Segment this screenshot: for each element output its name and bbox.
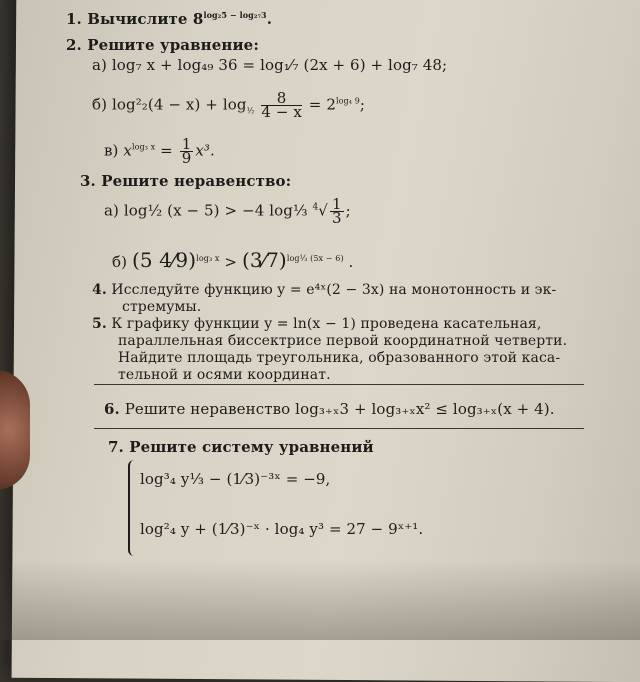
problem-7-eq2: log²₄ y + (1⁄3)⁻ˣ · log₄ y³ = 27 − 9ˣ⁺¹. [140,520,424,538]
problem-2b: б) $\log^2_2(4 - x) + \log_{\frac{1}{2}}$ $\frac{8}{4 - x}$ = $2^{log_4 9}$; [92,89,366,121]
problem-1: 1. Вычислите $8^{log_25 - log_{27}3}$. [66,10,273,28]
problem-2-title: 2. Решите уравнение: [66,36,259,54]
problem-3a: а) log½ (x − 5) > −4 log⅓ $^4$√ $\frac{1}{3}$ ; [104,195,351,227]
problem-3-title: 3. Решите неравенство: [80,172,292,190]
problem-7-eq1: log³₄ y⅓ − (1⁄3)⁻³ˣ = −9, [140,470,331,488]
problem-2c: в) $x^{log_3 x}$ = $\frac{1}{9}$ x³. [104,135,215,167]
problem-7-title: 7. Решите систему уравнений [108,438,374,456]
problem-4: 4. Исследуйте функцию y = e⁴ˣ(2 − 3x) на монотонность и эк- стремумы. [92,282,557,315]
separator-2 [94,428,584,429]
separator-1 [94,384,584,385]
problem-3b: б) (5 4⁄9)$^{log_3 x}$ > (3⁄7)$^{log\frac{1}{3} (5x - 6)}$ . [112,248,354,272]
system-brace [128,460,138,556]
problem-5: 5. К графику функции y = ln(x − 1) проведена касательная, параллельная биссектрисе первой координатной четверти. Найдите площадь треугольника, образованного этой каса- тельной и осями координат. [92,316,568,383]
problem-2a: а) log₇ x + log₄₉ 36 = log₁⁄₇ (2x + 6) + log₇ 48; [92,56,448,74]
problem-6: 6. Решите неравенство log₃₊ₓ3 + log₃₊ₓx² ≤ log₃₊ₓ(x + 4). [104,400,555,418]
